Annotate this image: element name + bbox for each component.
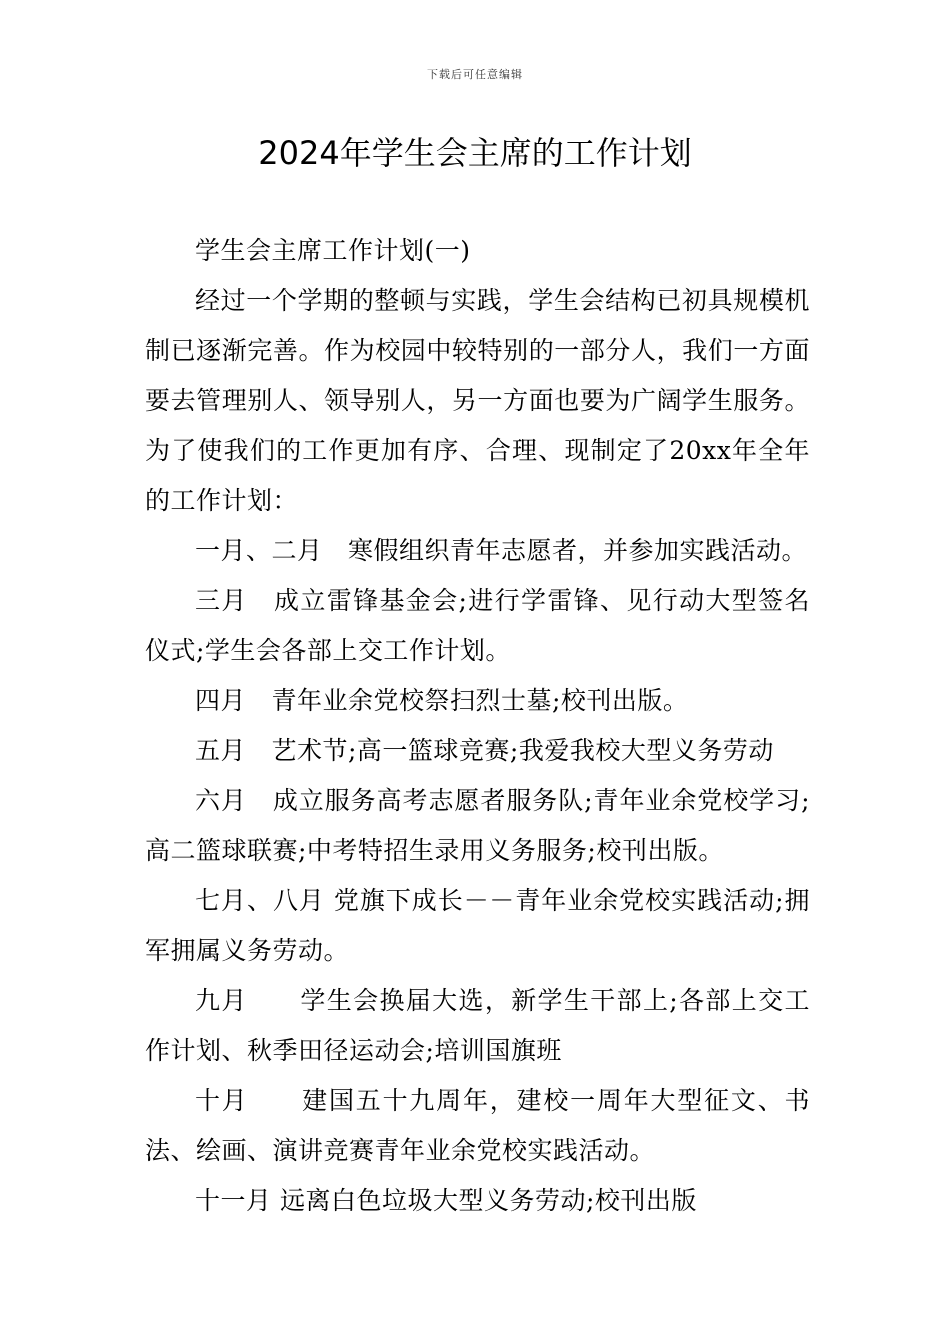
plan-item-oct: 十月 建国五十九周年，建校一周年大型征文、书法、绘画、演讲竞赛青年业余党校实践活动。 <box>145 1086 810 1165</box>
plan-item-apr: 四月 青年业余党校祭扫烈士墓;校刊出版。 <box>195 686 689 715</box>
plan-item-nov: 十一月 远离白色垃圾大型义务劳动;校刊出版 <box>195 1186 697 1215</box>
plan-item-jun: 六月 成立服务高考志愿者服务队;青年业余党校学习;高二篮球联赛;中考特招生录用义务服务;校刊出版。 <box>145 786 810 865</box>
plan-item-sep: 九月 学生会换届大选，新学生干部上;各部上交工作计划、秋季田径运动会;培训国旗班 <box>145 986 810 1065</box>
plan-item-mar: 三月 成立雷锋基金会;进行学雷锋、见行动大型签名仪式;学生会各部上交工作计划。 <box>145 586 810 665</box>
section-heading: 学生会主席工作计划(一) <box>195 236 471 265</box>
plan-item-may: 五月 艺术节;高一篮球竞赛;我爱我校大型义务劳动 <box>195 736 774 765</box>
plan-item-jan-feb: 一月、二月 寒假组织青年志愿者，并参加实践活动。 <box>195 536 808 565</box>
intro-paragraph: 经过一个学期的整顿与实践，学生会结构已初具规模机制已逐渐完善。作为校园中较特别的一部分人，我们一方面要去管理别人、领导别人，另一方面也要为广阔学生服务。为了使我们的工作更加有序、合理、现制定了20xx年全年的工作计划： <box>145 286 810 515</box>
header-note: 下载后可任意编辑 <box>427 68 523 81</box>
document-body <box>145 226 810 1226</box>
plan-item-jul-aug: 七月、八月 党旗下成长－－青年业余党校实践活动;拥军拥属义务劳动。 <box>145 886 810 965</box>
document-title: 2024年学生会主席的工作计划 <box>258 134 692 172</box>
